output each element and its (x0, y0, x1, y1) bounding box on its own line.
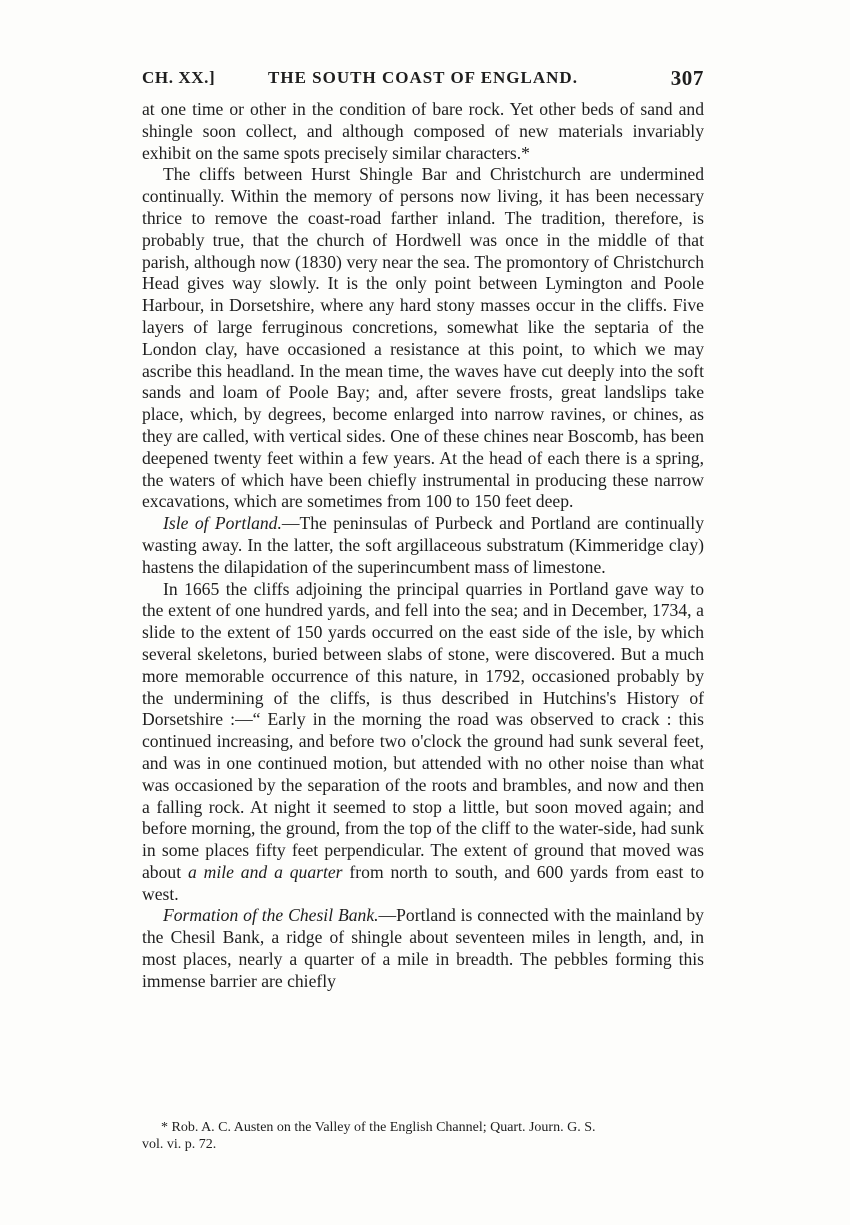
paragraph-text: —Portland is connected with the mainland by the Chesil Bank, a ridge of shingle about seventeen miles in length, and, in most places, nearly a quarter of a mile in breadth. The pebbles forming this immense barrier are chiefly (142, 905, 704, 991)
body-text (142, 99, 704, 993)
running-head (142, 66, 704, 92)
paragraph-continuation (142, 99, 704, 164)
section-heading: Formation of the Chesil Bank. (163, 905, 379, 926)
paragraph-chesil-bank (142, 905, 704, 992)
running-title: THE SOUTH COAST OF ENGLAND. (268, 68, 578, 87)
paragraph-text: —The peninsulas of Purbeck and Portland are continually wasting away. In the latter, the soft argillaceous substratum (Kimmeridge clay) hastens the dilapidation of the superincumbent mass of limestone. (142, 513, 704, 577)
chapter-reference: CH. XX.] (142, 68, 216, 87)
paragraph-text: at one time or other in the condition of bare rock. Yet other beds of sand and shingle soon collect, and although composed of new materials invariably exhibit on the same spots precisely similar characters.* (142, 99, 704, 163)
footnote-line-continued: vol. vi. p. 72. (142, 1137, 217, 1152)
paragraph-cliffs (142, 164, 704, 513)
paragraph-text-end: from north to south, and 600 yards from east to west. (142, 861, 704, 904)
emphasized-text: a mile and a quarter (187, 861, 343, 882)
footnote (142, 1119, 704, 1153)
paragraph-text: The cliffs between Hurst Shingle Bar and Christchurch are undermined continually. Within the memory of persons now living, it has been necessary thrice to remove the coast-road farther inland. The tradition, therefore, is probably true, that the church of Hordwell was once in the middle of that parish, although now (1830) very near the sea. The promontory of Christchurch Head gives way slowly. It is the only point between Lymington and Poole Harbour, in Dorsetshire, where any hard stony masses occur in the cliffs. Five layers of large ferruginous concretions, somewhat like the septaria of the London clay, have occasioned a resistance at this point, to which we may ascribe this headland. In the mean time, the waves have cut deeply into the soft sands and loam of Poole Bay; and, after severe frosts, great landslips take place, which, by degrees, become enlarged into narrow ravines, or chines, as they are called, with vertical sides. One of these chines near Boscomb, has been deepened twenty feet within a few years. At the head of each there is a spring, the waters of which have been chiefly instrumental in producing these narrow excavations, which are sometimes from 100 to 150 feet deep. (142, 164, 704, 512)
paragraph-text: In 1665 the cliffs adjoining the principal quarries in Portland gave way to the extent of one hundred yards, and fell into the sea; and in December, 1734, a slide to the extent of 150 yards occurred on the east side of the isle, by which several skeletons, buried between slabs of stone, were discovered. But a much more memorable occurrence of this nature, in 1792, occasioned probably by the undermining of the cliffs, is thus described in Hutchins's History of Dorsetshire :—“ Early in the morning the road was observed to crack : this continued increasing, and before two o'clock the ground had sunk several feet, and was in one continued motion, but attended with no other noise than what was occasioned by the separation of the roots and brambles, and now and then a falling rock. At night it seemed to stop a little, but soon moved again; and before morning, the ground, from the top of the cliff to the water-side, had sunk in some places fifty feet perpendicular. The extent of ground that moved was about (142, 578, 704, 882)
paragraph-isle-of-portland (142, 513, 704, 578)
section-heading: Isle of Portland. (163, 513, 282, 534)
page-number: 307 (670, 66, 704, 90)
footnote-line: * Rob. A. C. Austen on the Valley of the English Channel; Quart. Journ. G. S. (161, 1120, 596, 1135)
paragraph-landslip-1792 (142, 579, 704, 906)
